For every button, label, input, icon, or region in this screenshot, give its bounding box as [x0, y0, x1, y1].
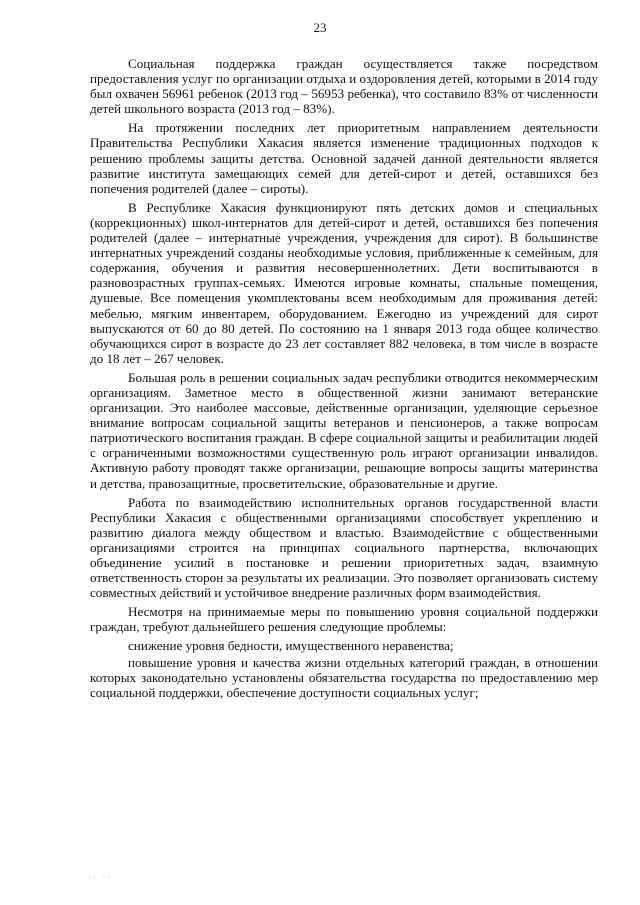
paragraph-problems-intro: Несмотря на принимаемые меры по повышению уровня социальной поддержки граждан, требуют дальнейшего решения следующие проблемы:: [90, 604, 598, 635]
paragraph-nonprofit-organizations: Большая роль в решении социальных задач республики отводится некоммерческим организациям. Заметное место в общественной жизни занимают ветеранские организации. Это наиболее массовые, действенные организации, уделяющие серьезное внимание вопросам социальной защиты ветеранов и пенсионеров, а также вопросам патриотического воспитания граждан. В сфере социальной защиты и реабилитации людей с ограниченными возможностями существенную роль играют организации инвалидов. Активную работу проводят также организации, решающие вопросы защиты материнства и детства, правозащитные, просветительские, образовательные и другие.: [90, 369, 598, 491]
paragraph-child-protection: На протяжении последних лет приоритетным направлением деятельности Правительства Республики Хакасия является изменение традиционных подходов к решению проблемы защиты детства. Основной задачей данной деятельности является развитие института замещающих семей для детей-сирот и детей, оставшихся без попечения родителей (далее – сироты).: [90, 120, 598, 196]
problem-list-item: снижение уровня бедности, имущественного неравенства;: [128, 638, 454, 654]
scan-artifact: ·· ··: [88, 872, 113, 882]
document-body: [90, 56, 598, 701]
paragraph-orphan-institutions: В Республике Хакасия функционируют пять детских домов и специальных (коррекционных) школ-интернатов для детей-сирот и детей, оставшихся без попечения родителей (далее – интернатные учреждения, учреждения для сирот). В большинстве интернатных учреждений созданы необходимые условия, приближенные к семейным, для содержания, обучения и развития несовершеннолетних. Дети воспитываются в разновозрастных группах-семьях. Имеются игровые комнаты, спальные помещения, душевые. Все помещения укомплектованы всем необходимым для проживания детей: мебелью, мягким инвентарем, оборудованием. Ежегодно из учреждений для сирот выпускаются от 60 до 80 детей. По состоянию на 1 января 2013 года общее количество обучающихся сирот в возрасте до 23 лет составляет 882 человека, в том числе в возрасте до 18 лет – 267 человек.: [90, 199, 598, 366]
problem-list-item: повышение уровня и качества жизни отдельных категорий граждан, в отношении которых законодательно установлены обязательства государства по предоставлению мер социальной поддержки, обеспечение доступности социальных услуг;: [90, 654, 598, 700]
paragraph-rest-programs: Социальная поддержка граждан осуществляется также посредством предоставления услуг по организации отдыха и оздоровления детей, которыми в 2014 году был охвачен 56961 ребенок (2013 год – 56953 ребенка), что составило 83% от численности детей школьного возраста (2013 год – 83%).: [90, 56, 598, 117]
paragraph-public-cooperation: Работа по взаимодействию исполнительных органов государственной власти Республики Хакасия с общественными организациями способствует укреплению и развитию диалога между обществом и властью. Взаимодействие с общественными организациями строится на принципах социального партнерства, включающих объединение усилий в постановке и решении приоритетных задач, взаимную ответственность сторон за результаты их реализации. Это позволяет организовать систему совместных действий и устойчивое внедрение различных форм взаимодействия.: [90, 494, 598, 601]
page-number: 23: [313, 20, 327, 35]
